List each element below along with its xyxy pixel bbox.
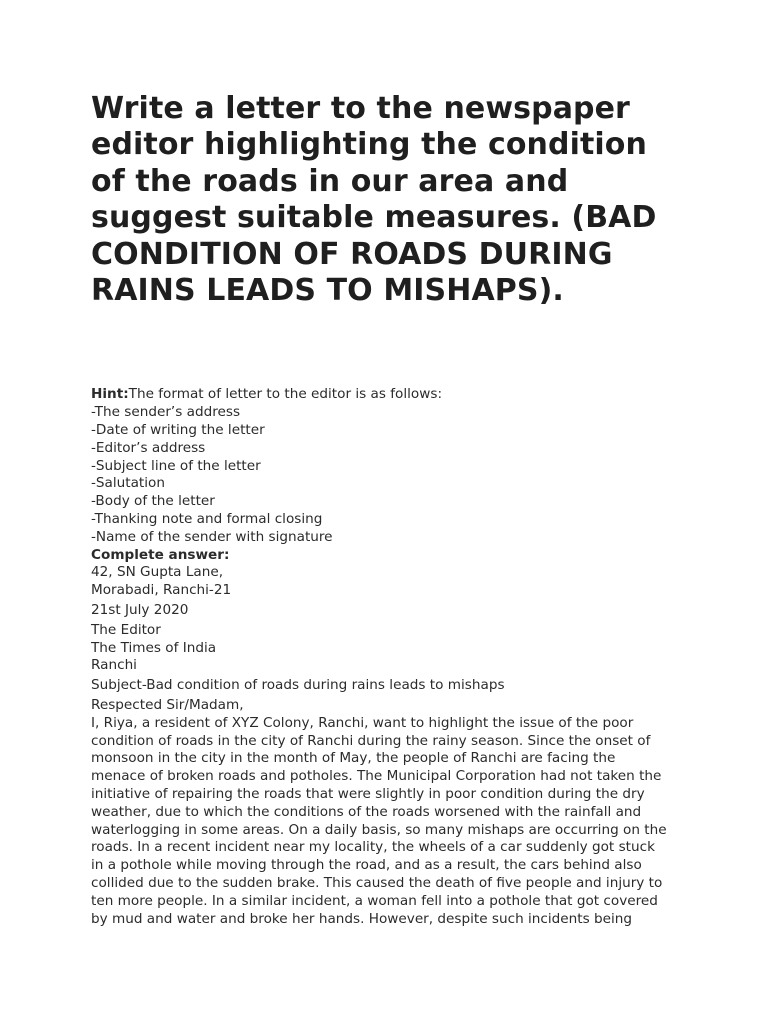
body-line: monsoon in the city in the month of May, the people of Ranchi are facing the xyxy=(91,750,616,767)
body-line: weather, due to which the conditions of the roads worsened with the rainfall and xyxy=(91,803,642,820)
editor-address-line: Ranchi xyxy=(91,657,137,674)
document-page xyxy=(91,91,691,928)
answer-heading: Complete answer: xyxy=(91,546,230,563)
hint-item: -Editor’s address xyxy=(91,439,206,456)
body-line: roads. In a recent incident near my locality, the wheels of a car suddenly got stuck xyxy=(91,839,655,856)
salutation: Respected Sir/Madam, xyxy=(91,696,244,713)
subject-line: Subject-Bad condition of roads during rains leads to mishaps xyxy=(91,677,505,694)
hint-list xyxy=(91,404,691,546)
hint-item: -Date of writing the letter xyxy=(91,422,265,439)
letter-body xyxy=(91,715,691,929)
hint-intro: The format of letter to the editor is as follows: xyxy=(128,386,443,403)
hint-item: -Body of the letter xyxy=(91,493,215,510)
editor-address-line: The Times of India xyxy=(91,639,217,656)
hint-item: -The sender’s address xyxy=(91,404,241,421)
hint-item: -Thanking note and formal closing xyxy=(91,511,323,528)
body-line: in a pothole while moving through the road, and as a result, the cars behind also xyxy=(91,857,642,874)
sender-address xyxy=(91,564,691,600)
hint-line xyxy=(91,386,691,404)
sender-address-line: Morabadi, Ranchi-21 xyxy=(91,582,232,599)
body-line: ten more people. In a similar incident, a woman fell into a pothole that got covered xyxy=(91,892,658,909)
hint-item: -Name of the sender with signature xyxy=(91,528,333,545)
hint-label: Hint: xyxy=(91,386,129,403)
body-line: I, Riya, a resident of XYZ Colony, Ranchi, want to highlight the issue of the poor xyxy=(91,714,634,731)
question-title: Write a letter to the newspaper editor highlighting the condition of the roads in our area and suggest suitable measures. (BAD CONDITION OF ROADS DURING RAINS LEADS TO MISHAPS). xyxy=(91,91,657,309)
body-line: waterlogging in some areas. On a daily basis, so many mishaps are occurring on the xyxy=(91,821,667,838)
answer-content xyxy=(91,386,691,928)
body-line: condition of roads in the city of Ranchi during the rainy season. Since the onset of xyxy=(91,732,651,749)
body-line: menace of broken roads and potholes. The Municipal Corporation had not taken the xyxy=(91,768,662,785)
body-line: initiative of repairing the roads that were slightly in poor condition during the dry xyxy=(91,785,645,802)
hint-item: -Subject line of the letter xyxy=(91,457,261,474)
letter-date: 21st July 2020 xyxy=(91,602,189,618)
body-line: collided due to the sudden brake. This caused the death of five people and injury to xyxy=(91,874,663,891)
editor-address-line: The Editor xyxy=(91,621,161,638)
body-line: by mud and water and broke her hands. However, despite such incidents being xyxy=(91,910,633,927)
editor-address xyxy=(91,622,691,675)
sender-address-line: 42, SN Gupta Lane, xyxy=(91,564,224,581)
hint-item: -Salutation xyxy=(91,475,165,492)
